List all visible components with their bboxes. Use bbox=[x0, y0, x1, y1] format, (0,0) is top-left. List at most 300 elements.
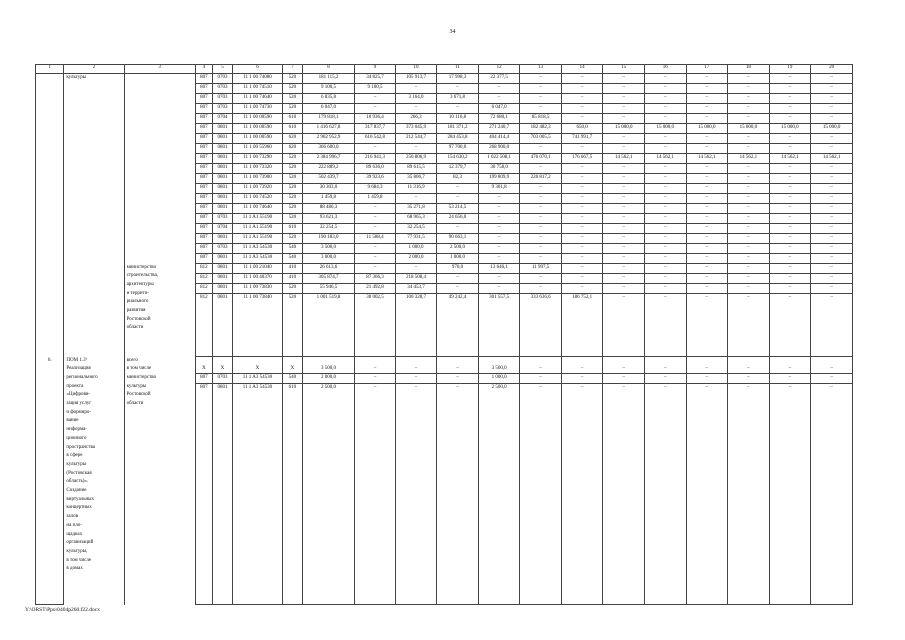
table-cell: – bbox=[437, 284, 479, 294]
table-cell: – bbox=[561, 274, 603, 284]
table-cell: 35 271,8 bbox=[395, 204, 437, 214]
table-cell: – bbox=[395, 144, 437, 154]
table-cell: – bbox=[603, 104, 645, 114]
table-cell: 520 bbox=[283, 94, 303, 104]
table-cell: 0703 bbox=[213, 374, 233, 384]
table-cell: – bbox=[769, 104, 811, 114]
table-cell: – bbox=[769, 234, 811, 244]
table-cell: 616 542,8 bbox=[355, 134, 395, 144]
table-cell: 11 1 00 74520 bbox=[232, 194, 282, 204]
table-cell: – bbox=[355, 357, 395, 374]
table-cell: 301 557,5 bbox=[478, 294, 520, 357]
table-cell: 15 000,0 bbox=[603, 124, 645, 134]
program-name-cell: культуры bbox=[64, 74, 124, 357]
table-cell: 14 562,1 bbox=[644, 154, 686, 164]
table-row bbox=[36, 374, 853, 384]
table-cell: – bbox=[811, 357, 853, 374]
table-cell: 87 366,3 bbox=[355, 274, 395, 284]
table-cell: – bbox=[811, 384, 853, 605]
table-cell: 2 000,0 bbox=[302, 374, 354, 384]
table-cell: 2 500,0 bbox=[478, 384, 520, 605]
table-cell: 13 646,1 bbox=[478, 264, 520, 274]
table-cell: 11 1 00 00590 bbox=[232, 134, 282, 144]
table-cell: – bbox=[686, 284, 728, 294]
table-cell: – bbox=[437, 104, 479, 114]
table-cell: – bbox=[395, 357, 437, 374]
table-cell: – bbox=[603, 194, 645, 204]
table-cell: 1 459,8 bbox=[302, 194, 354, 204]
table-cell: 0801 bbox=[213, 264, 233, 274]
table-cell: – bbox=[728, 74, 770, 84]
table-cell: – bbox=[520, 274, 562, 284]
table-cell: – bbox=[603, 294, 645, 357]
table-cell: X bbox=[195, 357, 212, 374]
table-cell: 366 600,0 bbox=[302, 144, 354, 154]
table-cell: 3 500,0 bbox=[302, 357, 354, 374]
table-cell: – bbox=[603, 184, 645, 194]
table-cell: 212 544,7 bbox=[395, 134, 437, 144]
table-cell: – bbox=[355, 214, 395, 224]
table-cell: 11 1 00 73840 bbox=[232, 294, 282, 357]
table-cell: – bbox=[603, 244, 645, 254]
table-cell: – bbox=[728, 194, 770, 204]
table-cell: 24 656,0 bbox=[437, 214, 479, 224]
table-cell: – bbox=[769, 254, 811, 264]
table-cell: 807 bbox=[195, 134, 212, 144]
table-cell: 520 bbox=[283, 184, 303, 194]
table-cell: 11 1 00 73830 bbox=[232, 284, 282, 294]
table-cell: – bbox=[561, 244, 603, 254]
table-cell: – bbox=[603, 224, 645, 234]
budget-table bbox=[35, 64, 853, 605]
table-cell: – bbox=[728, 204, 770, 214]
table-cell: – bbox=[769, 214, 811, 224]
table-cell: – bbox=[603, 94, 645, 104]
table-cell: – bbox=[728, 274, 770, 284]
column-header: 8 bbox=[302, 65, 354, 74]
table-cell: 807 bbox=[195, 204, 212, 214]
table-cell: 72 680,1 bbox=[478, 114, 520, 124]
table-cell: 0801 bbox=[213, 204, 233, 214]
table-cell: – bbox=[520, 204, 562, 214]
table-cell: 15 000,0 bbox=[811, 124, 853, 134]
table-cell: 190 183,0 bbox=[302, 234, 354, 244]
table-cell: 0703 bbox=[213, 84, 233, 94]
table-cell: – bbox=[561, 264, 603, 274]
table-cell: – bbox=[644, 194, 686, 204]
table-cell: – bbox=[769, 274, 811, 284]
table-cell: 11 1 00 73290 bbox=[232, 154, 282, 164]
table-cell: – bbox=[686, 294, 728, 357]
table-cell: – bbox=[355, 384, 395, 605]
table-cell: 34 453,7 bbox=[395, 284, 437, 294]
table-cell: – bbox=[686, 224, 728, 234]
table-cell: – bbox=[686, 234, 728, 244]
table-cell: – bbox=[769, 204, 811, 214]
page-number: 34 bbox=[449, 29, 456, 35]
table-cell: 807 bbox=[195, 114, 212, 124]
table-cell: – bbox=[603, 84, 645, 94]
table-cell: – bbox=[478, 84, 520, 94]
table-cell: – bbox=[811, 264, 853, 274]
table-cell: – bbox=[478, 254, 520, 264]
table-cell: 1 000,0 bbox=[395, 244, 437, 254]
table-cell: – bbox=[561, 144, 603, 154]
table-cell: – bbox=[728, 104, 770, 114]
table-cell: 11 997,5 bbox=[520, 264, 562, 274]
table-cell: 0801 bbox=[213, 174, 233, 184]
row-number-cell bbox=[36, 74, 64, 357]
table-cell: – bbox=[811, 174, 853, 184]
table-cell: 812 bbox=[195, 294, 212, 357]
column-header: 2 bbox=[64, 65, 124, 74]
column-header: 4 bbox=[195, 65, 212, 74]
column-header: 15 bbox=[603, 65, 645, 74]
table-cell: – bbox=[561, 254, 603, 264]
table-cell: 807 bbox=[195, 194, 212, 204]
column-number-row bbox=[36, 65, 853, 74]
table-cell: 807 bbox=[195, 104, 212, 114]
table-cell: – bbox=[478, 244, 520, 254]
table-cell: – bbox=[686, 164, 728, 174]
table-cell: 154 630,2 bbox=[437, 154, 479, 164]
table-cell: 2 000,0 bbox=[395, 254, 437, 264]
table-cell: – bbox=[644, 94, 686, 104]
table-cell: 3 164,0 bbox=[395, 94, 437, 104]
table-cell: – bbox=[686, 244, 728, 254]
column-header: 9 bbox=[355, 65, 395, 74]
column-header: 13 bbox=[520, 65, 562, 74]
table-cell: 11 1 A1 55190 bbox=[232, 224, 282, 234]
table-cell: – bbox=[437, 224, 479, 234]
table-cell: 85 818,5 bbox=[520, 114, 562, 124]
table-cell: 250 806,9 bbox=[395, 154, 437, 164]
table-cell: 218 508,4 bbox=[395, 274, 437, 284]
table-cell: – bbox=[520, 164, 562, 174]
table-cell: 14 562,1 bbox=[769, 154, 811, 164]
table-cell: – bbox=[478, 234, 520, 244]
table-cell: 3 000,0 bbox=[302, 254, 354, 264]
table-cell: – bbox=[561, 374, 603, 384]
executor-cell: министерство культуры Ростовской области bbox=[124, 374, 195, 605]
table-cell: – bbox=[644, 274, 686, 284]
table-cell: 11 1 00 73920 bbox=[232, 184, 282, 194]
table-cell: 410 bbox=[283, 264, 303, 274]
table-cell: – bbox=[561, 84, 603, 94]
table-cell: 9 301,8 bbox=[478, 184, 520, 194]
table-cell: – bbox=[686, 94, 728, 104]
table-cell: 39 923,6 bbox=[355, 174, 395, 184]
table-cell: – bbox=[728, 234, 770, 244]
table-cell: – bbox=[603, 144, 645, 154]
table-cell: 650,0 bbox=[561, 124, 603, 134]
table-cell: – bbox=[520, 374, 562, 384]
table-cell: – bbox=[437, 194, 479, 204]
table-cell: 502 439,7 bbox=[302, 174, 354, 184]
table-cell: – bbox=[395, 374, 437, 384]
table-cell: 540 bbox=[283, 254, 303, 264]
table-cell: – bbox=[811, 104, 853, 114]
table-cell: – bbox=[437, 384, 479, 605]
column-header: 14 bbox=[561, 65, 603, 74]
table-cell: 0801 bbox=[213, 154, 233, 164]
table-cell: – bbox=[728, 254, 770, 264]
table-cell: – bbox=[686, 374, 728, 384]
table-cell: 97 700,0 bbox=[437, 144, 479, 154]
table-cell: 2 500,0 bbox=[302, 384, 354, 605]
table-cell: 610 bbox=[283, 114, 303, 124]
table-cell: – bbox=[811, 74, 853, 84]
table-cell: – bbox=[728, 294, 770, 357]
table-cell: – bbox=[644, 184, 686, 194]
table-cell: 199 809,9 bbox=[478, 174, 520, 184]
table-cell: – bbox=[769, 184, 811, 194]
table-cell: 17 998,3 bbox=[437, 74, 479, 84]
table-cell: – bbox=[769, 357, 811, 374]
table-cell: – bbox=[478, 204, 520, 214]
table-cell: – bbox=[644, 374, 686, 384]
table-cell: 970,0 bbox=[437, 264, 479, 274]
table-cell: – bbox=[644, 214, 686, 224]
table-cell: 9 100,5 bbox=[302, 84, 354, 94]
table-cell: 0801 bbox=[213, 144, 233, 154]
table-cell: – bbox=[769, 384, 811, 605]
table-cell: 11 1 00 73320 bbox=[232, 164, 282, 174]
table-cell: 6 047,0 bbox=[302, 104, 354, 114]
table-cell: – bbox=[686, 254, 728, 264]
table-cell: – bbox=[603, 384, 645, 605]
table-cell: – bbox=[728, 144, 770, 154]
table-cell: 807 bbox=[195, 164, 212, 174]
table-cell: 807 bbox=[195, 144, 212, 154]
table-cell: – bbox=[686, 204, 728, 214]
table-cell: 82,3 bbox=[437, 174, 479, 184]
table-cell: – bbox=[520, 74, 562, 84]
table-cell: X bbox=[213, 357, 233, 374]
table-cell: – bbox=[728, 284, 770, 294]
table-cell: – bbox=[561, 384, 603, 605]
table-cell: – bbox=[395, 264, 437, 274]
table-cell: 520 bbox=[283, 234, 303, 244]
table-cell: – bbox=[355, 374, 395, 384]
table-cell: – bbox=[561, 164, 603, 174]
table-cell: 14 562,1 bbox=[728, 154, 770, 164]
table-cell: – bbox=[728, 264, 770, 274]
table-cell: 520 bbox=[283, 84, 303, 94]
table-cell: – bbox=[478, 194, 520, 204]
table-cell: 0704 bbox=[213, 224, 233, 234]
table-cell: 35 806,7 bbox=[395, 174, 437, 184]
table-cell: – bbox=[603, 204, 645, 214]
executor-cell: министерство строительства, архитектуры и террито- риального развития Ростовской области bbox=[124, 264, 195, 357]
table-cell: – bbox=[811, 294, 853, 357]
table-cell: 520 bbox=[283, 164, 303, 174]
table-cell: 49 242,4 bbox=[437, 294, 479, 357]
table-cell: – bbox=[728, 384, 770, 605]
table-cell: – bbox=[769, 284, 811, 294]
table-cell: 11 1 A1 55190 bbox=[232, 214, 282, 224]
table-cell: – bbox=[728, 374, 770, 384]
table-cell: 93 621,3 bbox=[302, 214, 354, 224]
table-cell: 1 000,0 bbox=[437, 254, 479, 264]
table-cell: 6 047,0 bbox=[478, 104, 520, 114]
table-cell: – bbox=[437, 184, 479, 194]
table-cell: 540 bbox=[283, 374, 303, 384]
table-cell: – bbox=[811, 244, 853, 254]
table-cell: 520 bbox=[283, 174, 303, 184]
table-cell: – bbox=[520, 104, 562, 114]
column-header: 18 bbox=[728, 65, 770, 74]
table-cell: – bbox=[644, 234, 686, 244]
table-cell: – bbox=[520, 184, 562, 194]
table-cell: – bbox=[644, 164, 686, 174]
table-cell: 181 371,2 bbox=[437, 124, 479, 134]
table-cell: – bbox=[728, 84, 770, 94]
table-cell: – bbox=[769, 74, 811, 84]
table-cell: 32 254,5 bbox=[302, 224, 354, 234]
table-cell: 11 1 A3 54530 bbox=[232, 374, 282, 384]
table-cell: 186 752,1 bbox=[561, 294, 603, 357]
column-header: 1 bbox=[36, 65, 64, 74]
table-cell: – bbox=[644, 284, 686, 294]
table-cell: – bbox=[811, 84, 853, 94]
table-cell: – bbox=[561, 94, 603, 104]
table-cell: 807 bbox=[195, 124, 212, 134]
table-cell: 11 1 00 74730 bbox=[232, 104, 282, 114]
table-cell: – bbox=[437, 84, 479, 94]
table-cell: 2 384 996,7 bbox=[302, 154, 354, 164]
table-cell: 0703 bbox=[213, 94, 233, 104]
table-cell: – bbox=[686, 264, 728, 274]
table-cell: – bbox=[561, 357, 603, 374]
table-cell: – bbox=[478, 224, 520, 234]
table-cell: 77 931,5 bbox=[395, 234, 437, 244]
column-header: 3 bbox=[124, 65, 195, 74]
table-cell: 476 070,1 bbox=[520, 154, 562, 164]
table-cell: 12 379,7 bbox=[437, 164, 479, 174]
table-cell: 620 bbox=[283, 134, 303, 144]
table-cell: 0704 bbox=[213, 114, 233, 124]
table-cell: 11 1 00 74640 bbox=[232, 204, 282, 214]
table-cell: – bbox=[811, 284, 853, 294]
table-cell: 89 636,0 bbox=[355, 164, 395, 174]
table-cell: – bbox=[520, 84, 562, 94]
table-cell: 3 671,8 bbox=[437, 94, 479, 104]
table-cell: – bbox=[355, 144, 395, 154]
table-cell: 32 254,5 bbox=[395, 224, 437, 234]
table-cell: – bbox=[644, 244, 686, 254]
table-cell: 540 bbox=[283, 244, 303, 254]
table-cell: 0703 bbox=[213, 104, 233, 114]
table-cell: 404 414,4 bbox=[478, 134, 520, 144]
table-cell: 284 453,8 bbox=[437, 134, 479, 144]
table-cell: – bbox=[603, 114, 645, 124]
table-row bbox=[36, 74, 853, 84]
table-cell: – bbox=[520, 234, 562, 244]
column-header: 12 bbox=[478, 65, 520, 74]
table-cell: – bbox=[520, 254, 562, 264]
table-cell: – bbox=[561, 284, 603, 294]
table-cell: 0703 bbox=[213, 74, 233, 84]
table-cell: – bbox=[811, 214, 853, 224]
table-cell: 15 000,0 bbox=[644, 124, 686, 134]
table-cell: 520 bbox=[283, 104, 303, 114]
table-cell: – bbox=[811, 164, 853, 174]
table-cell: 22 377,5 bbox=[478, 74, 520, 84]
table-cell: – bbox=[769, 224, 811, 234]
table-cell: 11 1 00 00590 bbox=[232, 124, 282, 134]
table-cell: – bbox=[603, 174, 645, 184]
table-cell: 0703 bbox=[213, 214, 233, 224]
table-cell: 520 bbox=[283, 294, 303, 357]
table-cell: 0801 bbox=[213, 184, 233, 194]
table-cell: 0801 bbox=[213, 194, 233, 204]
table-cell: 305 874,7 bbox=[302, 274, 354, 284]
table-cell: – bbox=[728, 174, 770, 184]
table-cell: 610 bbox=[283, 224, 303, 234]
table-cell: 0801 bbox=[213, 284, 233, 294]
table-cell: 807 bbox=[195, 84, 212, 94]
table-cell: 176 667,5 bbox=[561, 154, 603, 164]
table-cell: 271 240,7 bbox=[478, 124, 520, 134]
table-cell: 11 1 00 40370 bbox=[232, 274, 282, 284]
table-cell: – bbox=[395, 384, 437, 605]
table-cell: 807 bbox=[195, 174, 212, 184]
table-cell: 10 936,4 bbox=[355, 114, 395, 124]
table-cell: 333 636,6 bbox=[520, 294, 562, 357]
table-cell: 0801 bbox=[213, 294, 233, 357]
table-cell: – bbox=[769, 194, 811, 204]
table-cell: – bbox=[561, 194, 603, 204]
table-cell: – bbox=[811, 254, 853, 264]
table-cell: 807 bbox=[195, 234, 212, 244]
table-cell: – bbox=[769, 264, 811, 274]
table-cell: – bbox=[811, 144, 853, 154]
table-cell: – bbox=[686, 384, 728, 605]
table-cell: 30 303,0 bbox=[302, 184, 354, 194]
column-header: 17 bbox=[686, 65, 728, 74]
table-cell: – bbox=[728, 114, 770, 124]
table-cell: – bbox=[728, 357, 770, 374]
table-cell: – bbox=[644, 174, 686, 184]
table-cell: 807 bbox=[195, 244, 212, 254]
table-cell: 179 818,1 bbox=[302, 114, 354, 124]
table-cell: – bbox=[478, 274, 520, 284]
table-cell: 1 416 627,8 bbox=[302, 124, 354, 134]
table-cell: 812 bbox=[195, 274, 212, 284]
table-cell: – bbox=[811, 234, 853, 244]
table-cell: 10 116,8 bbox=[437, 114, 479, 124]
table-cell: 100 328,7 bbox=[395, 294, 437, 357]
table-cell: 807 bbox=[195, 184, 212, 194]
table-cell: – bbox=[644, 134, 686, 144]
table-cell: – bbox=[728, 244, 770, 254]
table-cell: 11 1 A3 54530 bbox=[232, 254, 282, 264]
table-cell: – bbox=[603, 164, 645, 174]
table-cell: – bbox=[811, 204, 853, 214]
table-cell: 11 316,9 bbox=[395, 184, 437, 194]
table-cell: 182 482,3 bbox=[520, 124, 562, 134]
table-cell: – bbox=[395, 84, 437, 94]
table-cell: 14 562,1 bbox=[686, 154, 728, 164]
table-cell: – bbox=[561, 104, 603, 114]
table-cell: 3 500,0 bbox=[478, 357, 520, 374]
table-cell: – bbox=[811, 374, 853, 384]
column-header: 10 bbox=[395, 65, 437, 74]
table-cell: – bbox=[811, 94, 853, 104]
table-cell: – bbox=[769, 84, 811, 94]
table-cell: 1 001 519,8 bbox=[302, 294, 354, 357]
